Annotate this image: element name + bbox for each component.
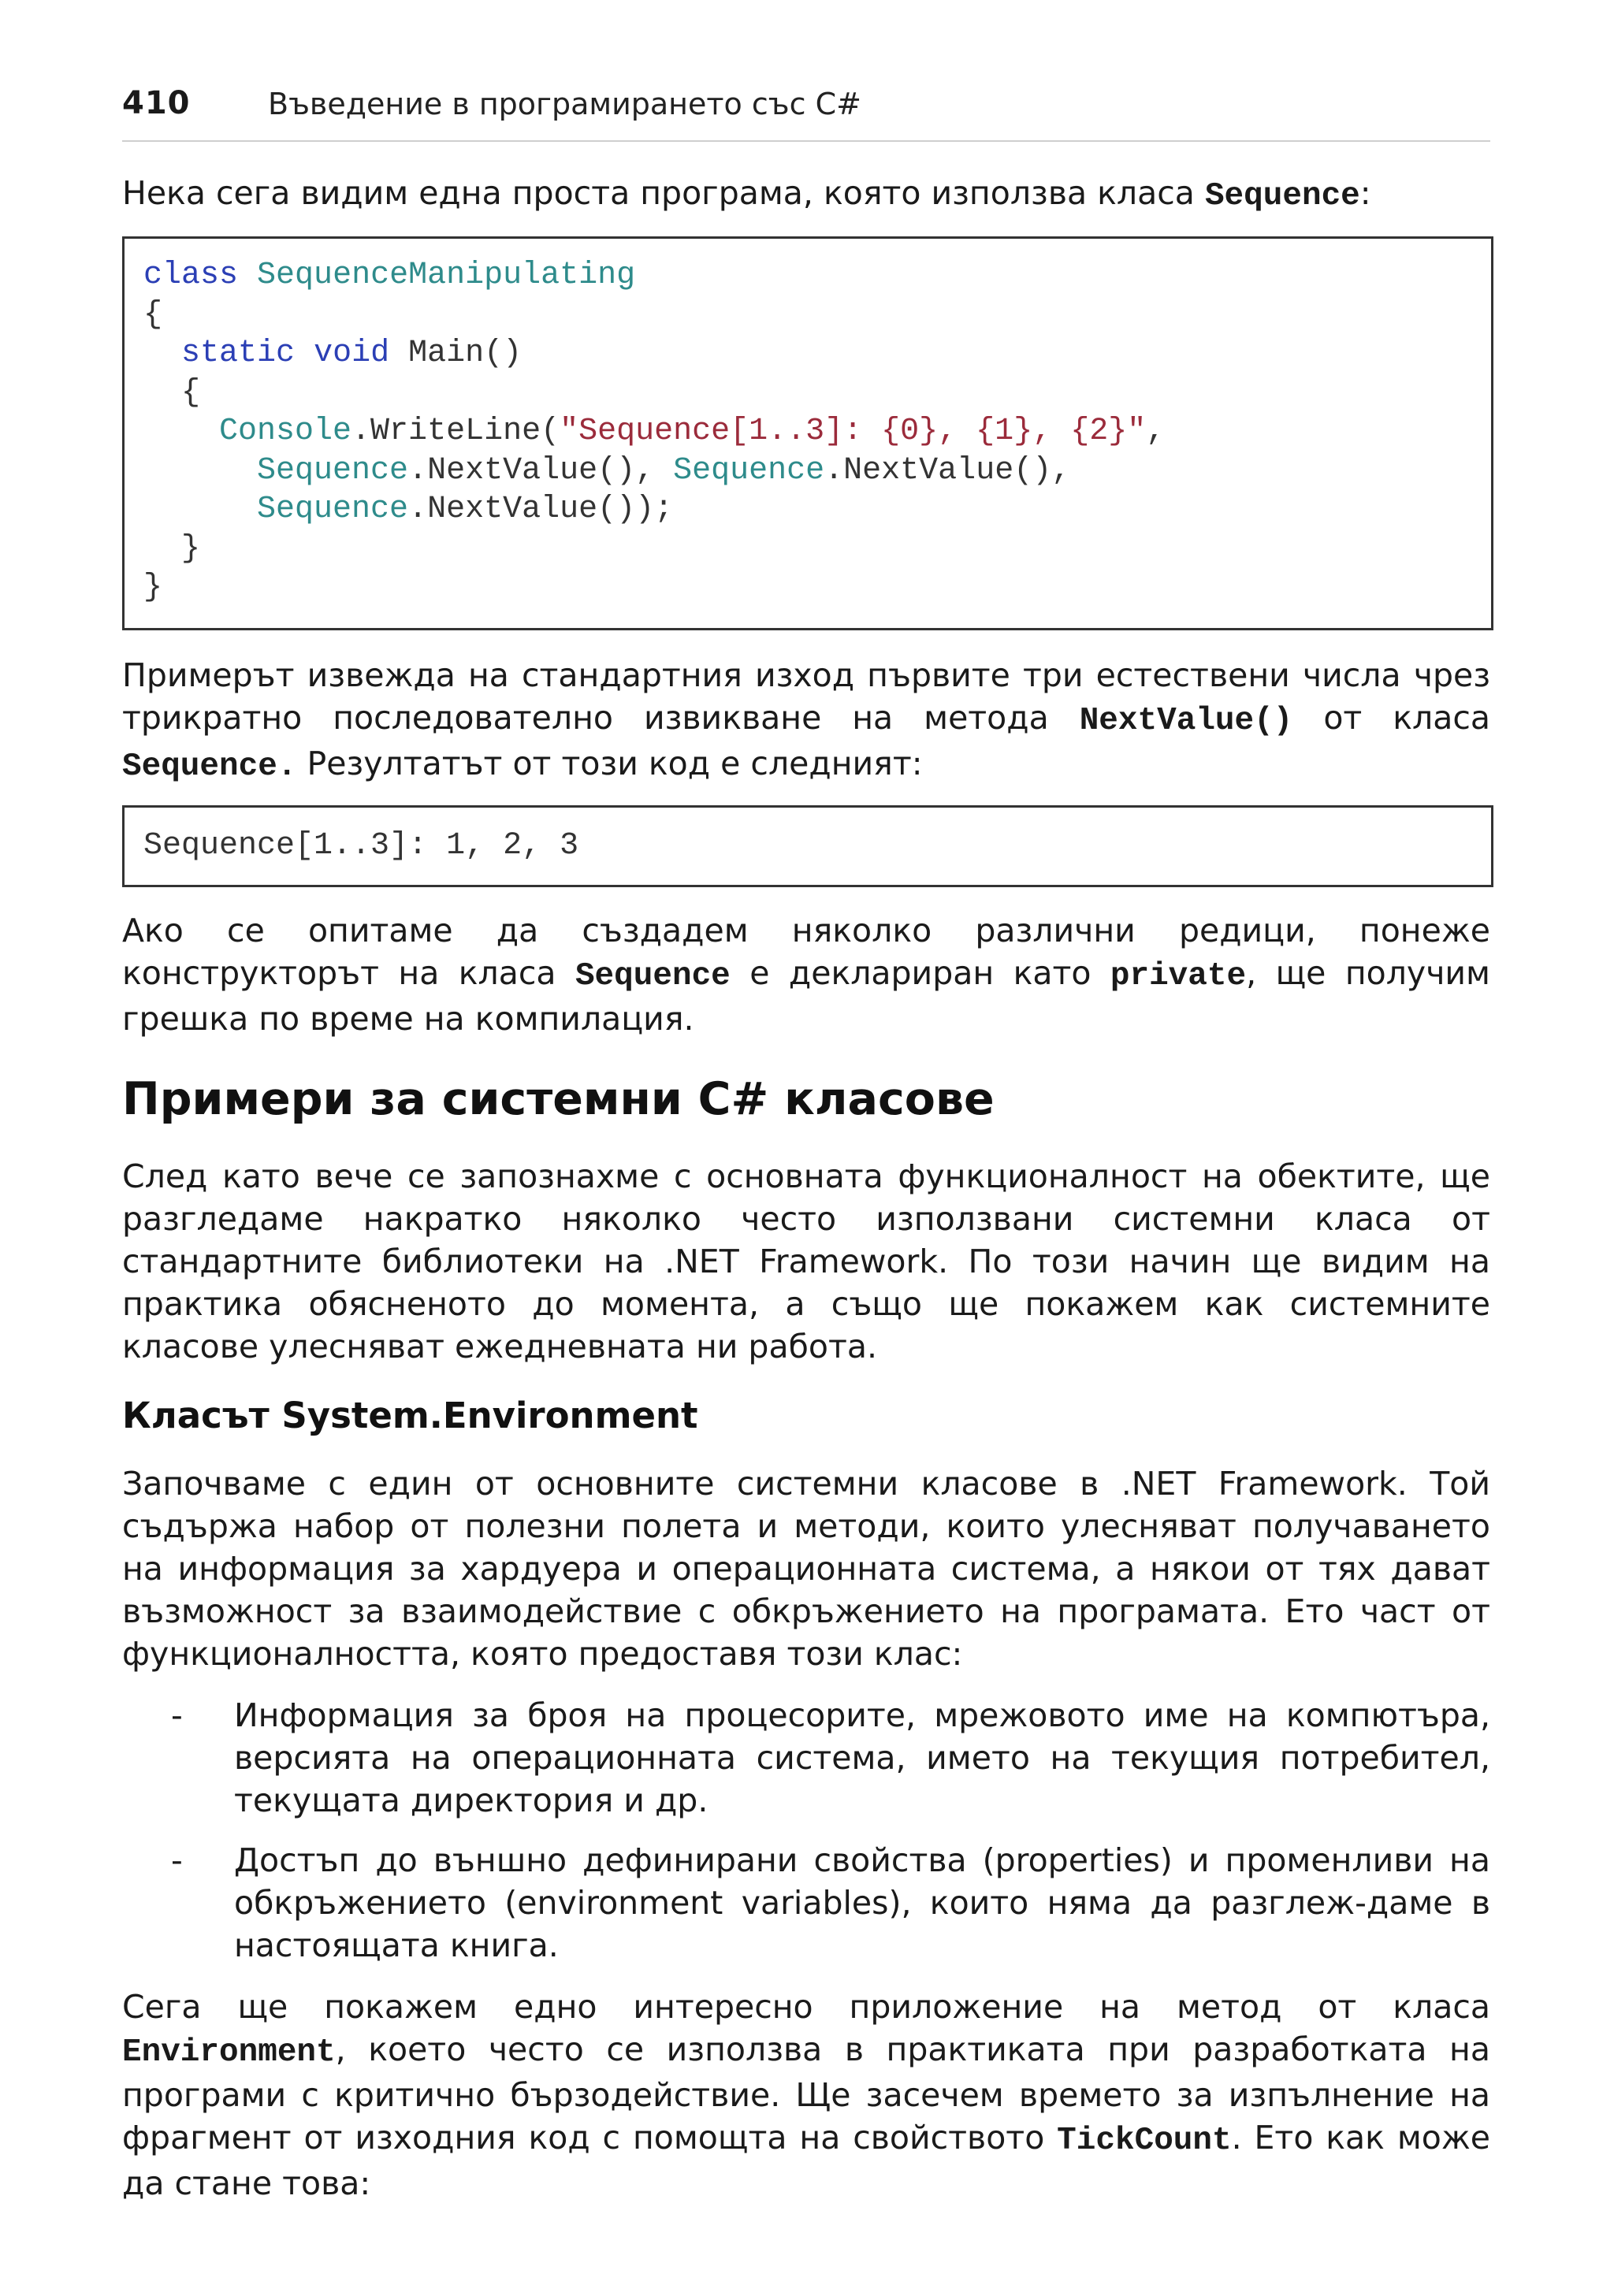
code-line: { [181,374,201,411]
code-line: Sequence.NextValue()); [257,492,674,527]
paragraph-example-explanation: Примерът извежда на стандартния изход първите три естествени числа чрез трикратно последователно извикване на метода NextValue() от класа Sequence. Резултатът от този код е следният: [122,656,1491,785]
page-header [122,85,1490,142]
paragraph-system-classes-intro: След като вече се запознахме с основната функционалност на обектите, ще разгледаме накратко няколко често използвани системни класа от стандартните библиотеки на .NET Framework. По този начин ще видим на практика обясненото до момента, а също ще покажем как системните класове улесняват ежедневната ни работа. [122,1157,1490,1365]
paragraph-private-constructor: Ако се опитаме да създадем няколко различни редици, понеже конструкторът на класа Sequence е деклариран като private, ще получим грешка по време на компилация. [122,912,1490,1038]
code-line: } [181,530,201,567]
section-heading: Примери за системни C# класове [122,1073,995,1125]
code-line: Console.WriteLine("Sequence[1..3]: {0}, {1}, {2}", [219,414,1166,449]
paragraph-environment-intro: Започваме с един от основните системни класове в .NET Framework. Той съдържа набор от полезни полета и методи, които улесняват получаването на информация за хардуера и операционната система, а някои от тях дават възможност за взаимодействие с обкръжението на програмата. Ето част от функционалността, която предоставя този клас: [122,1465,1490,1673]
page-number: 410 [122,85,191,121]
code-line: static void Main() [181,336,523,371]
output-line: Sequence[1..3]: 1, 2, 3 [143,828,579,864]
intro-paragraph: Нека сега видим една проста програма, която използва класа Sequence: [122,174,1371,214]
code-line: Sequence.NextValue(), Sequence.NextValue(), [257,452,1071,489]
subsection-heading: Класът System.Environment [122,1395,698,1436]
inline-code: Sequence [1204,178,1360,214]
list-item: - Достъп до външно дефинирани свойства (properties) и променливи на обкръжението (environment variables), които няма да разглеж-даме в настоящата книга. [171,1841,1490,1964]
code-line: { [143,296,163,333]
code-line: } [143,570,163,605]
paragraph-tickcount: Сега ще покажем едно интересно приложение на метод от класа Environment, което често се използва в практиката при разработката на програми с критично бързодействие. Ще засечем времето за изпълнение на фрагмент от изходния код с помощта на свойството TickCount. Ето как може да стане това: [122,1988,1490,2202]
code-line: class SequenceManipulating [143,258,636,293]
output-listing [122,805,1493,887]
list-item: - Информация за броя на процесорите, мрежовото име на компютъра, версията на операционната система, името на текущия потребител, текущата директория и др. [171,1696,1490,1819]
running-title: Въведение в програмирането със C# [268,87,861,121]
code-listing [122,236,1493,630]
